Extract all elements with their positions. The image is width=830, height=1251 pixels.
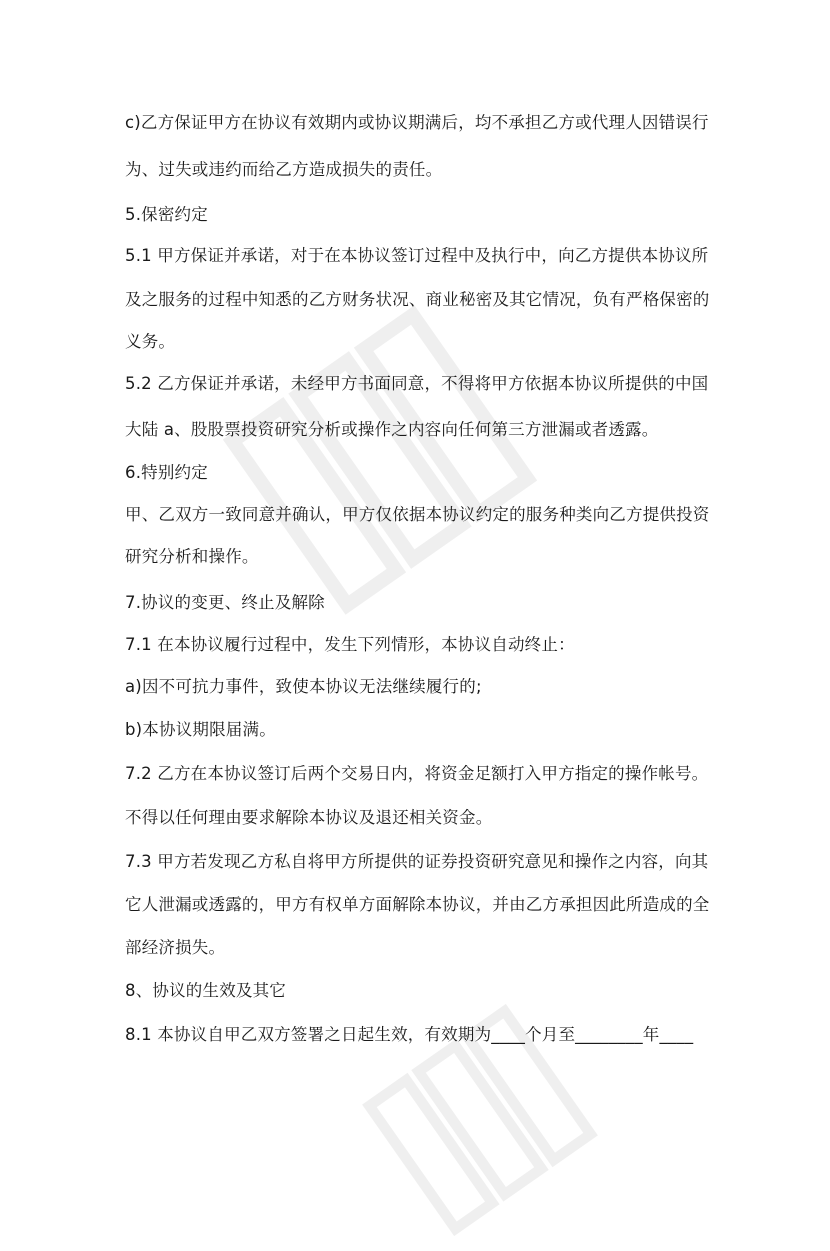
text-line: 研究分析和操作。 [125, 547, 259, 566]
text-line: 部经济损失。 [125, 938, 226, 957]
text-line: 大陆 a、股股票投资研究分析或操作之内容向任何第三方泄漏或者透露。 [125, 420, 659, 439]
text-line: 8.1 本协议自甲乙双方签署之日起生效，有效期为____个月至________年____ [125, 1025, 694, 1044]
text-line: 5.2 乙方保证并承诺，未经甲方书面同意，不得将甲方依据本协议所提供的中国 [125, 374, 709, 393]
text-line: 不得以任何理由要求解除本协议及退还相关资金。 [125, 808, 493, 827]
text-line: c)乙方保证甲方在协议有效期内或协议期满后，均不承担乙方或代理人因错误行 [125, 113, 709, 132]
text-line: 7.3 甲方若发现乙方私自将甲方所提供的证券投资研究意见和操作之内容，向其 [125, 852, 709, 871]
text-line: 义务。 [125, 332, 176, 351]
text-line: 甲、乙双方一致同意并确认，甲方仅依据本协议约定的服务种类向乙方提供投资 [125, 505, 710, 524]
text-line: a)因不可抗力事件，致使本协议无法继续履行的; [125, 677, 482, 696]
text-line: 及之服务的过程中知悉的乙方财务状况、商业秘密及其它情况，负有严格保密的 [125, 290, 710, 309]
section-heading: 8、协议的生效及其它 [125, 981, 286, 1000]
section-heading: 6.特别约定 [125, 463, 208, 482]
text-line: 5.1 甲方保证并承诺，对于在本协议签订过程中及执行中，向乙方提供本协议所 [125, 246, 709, 265]
section-heading: 7.协议的变更、终止及解除 [125, 593, 325, 612]
text-line: 7.1 在本协议履行过程中，发生下列情形，本协议自动终止： [125, 635, 575, 654]
section-heading: 5.保密约定 [125, 205, 208, 224]
text-line: b)本协议期限届满。 [125, 720, 276, 739]
text-line: 它人泄漏或透露的，甲方有权单方面解除本协议，并由乙方承担因此所造成的全 [125, 895, 710, 914]
text-line: 7.2 乙方在本协议签订后两个交易日内，将资金足额打入甲方指定的操作帐号。 [125, 764, 709, 783]
text-line: 为、过失或违约而给乙方造成损失的责任。 [125, 160, 443, 179]
